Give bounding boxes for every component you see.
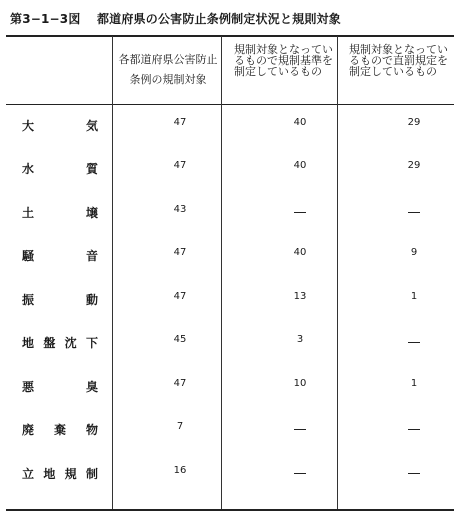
cell-standards: 40 <box>293 247 307 258</box>
row-name: 地 盤 沈 下 <box>22 336 98 350</box>
cell-penalties <box>384 421 444 432</box>
cell-standards: 10 <box>293 378 307 389</box>
table-row <box>0 421 460 441</box>
table-row <box>0 378 460 398</box>
cell-regulated: 47 <box>173 117 187 128</box>
cell-penalties: 1 <box>410 291 418 302</box>
table-row <box>0 247 460 267</box>
cell-regulated: 47 <box>173 160 187 171</box>
cell-standards: 40 <box>293 160 307 171</box>
cell-penalties: 9 <box>410 247 418 258</box>
cell-penalties: 29 <box>407 160 421 171</box>
row-name: 騒 音 <box>22 249 98 263</box>
table-row <box>0 204 460 224</box>
table-top-rule <box>6 35 454 37</box>
figure-title-block <box>10 10 341 27</box>
row-name: 廃 棄 物 <box>22 423 98 437</box>
dash-mark <box>294 429 306 430</box>
row-name: 水 質 <box>22 162 98 176</box>
cell-standards <box>270 465 330 476</box>
cell-standards <box>270 421 330 432</box>
table-row <box>0 465 460 485</box>
dash-mark <box>408 342 420 343</box>
cell-penalties <box>384 204 444 215</box>
cell-penalties <box>384 465 444 476</box>
cell-standards <box>270 204 330 215</box>
dash-mark <box>294 212 306 213</box>
figure-title: 都道府県の公害防止条例制定状況と規則対象 <box>96 12 341 26</box>
row-name: 悪 臭 <box>22 380 98 394</box>
table-row <box>0 160 460 180</box>
table-bottom-rule <box>6 509 454 511</box>
cell-penalties: 29 <box>407 117 421 128</box>
cell-regulated: 47 <box>173 291 187 302</box>
cell-standards: 3 <box>296 334 304 345</box>
cell-regulated: 7 <box>176 421 184 432</box>
dash-mark <box>408 429 420 430</box>
table-header-rule <box>6 104 454 105</box>
cell-penalties: 1 <box>410 378 418 389</box>
row-name: 振 動 <box>22 293 98 307</box>
row-name: 大 気 <box>22 119 98 133</box>
table-row <box>0 334 460 354</box>
table-row <box>0 291 460 311</box>
column-header-standards: 規制対象となっているもので規制基準を制定しているもの <box>234 43 333 78</box>
figure-label: 第3−1−3図 <box>10 12 81 26</box>
cell-penalties <box>384 334 444 345</box>
dash-mark <box>294 473 306 474</box>
cell-standards: 13 <box>293 291 307 302</box>
cell-regulated: 45 <box>173 334 187 345</box>
dash-mark <box>408 473 420 474</box>
cell-regulated: 47 <box>173 378 187 389</box>
cell-regulated: 43 <box>173 204 187 215</box>
column-header-regulated: 各都道府県公害防止条例の規制対象 <box>118 53 218 86</box>
cell-regulated: 16 <box>173 465 187 476</box>
column-header-penalties: 規制対象となっているもので直罰規定を制定しているもの <box>349 43 448 78</box>
table-row <box>0 117 460 137</box>
cell-standards: 40 <box>293 117 307 128</box>
row-name: 土 壌 <box>22 206 98 220</box>
cell-regulated: 47 <box>173 247 187 258</box>
dash-mark <box>408 212 420 213</box>
row-name: 立 地 規 制 <box>22 467 98 481</box>
